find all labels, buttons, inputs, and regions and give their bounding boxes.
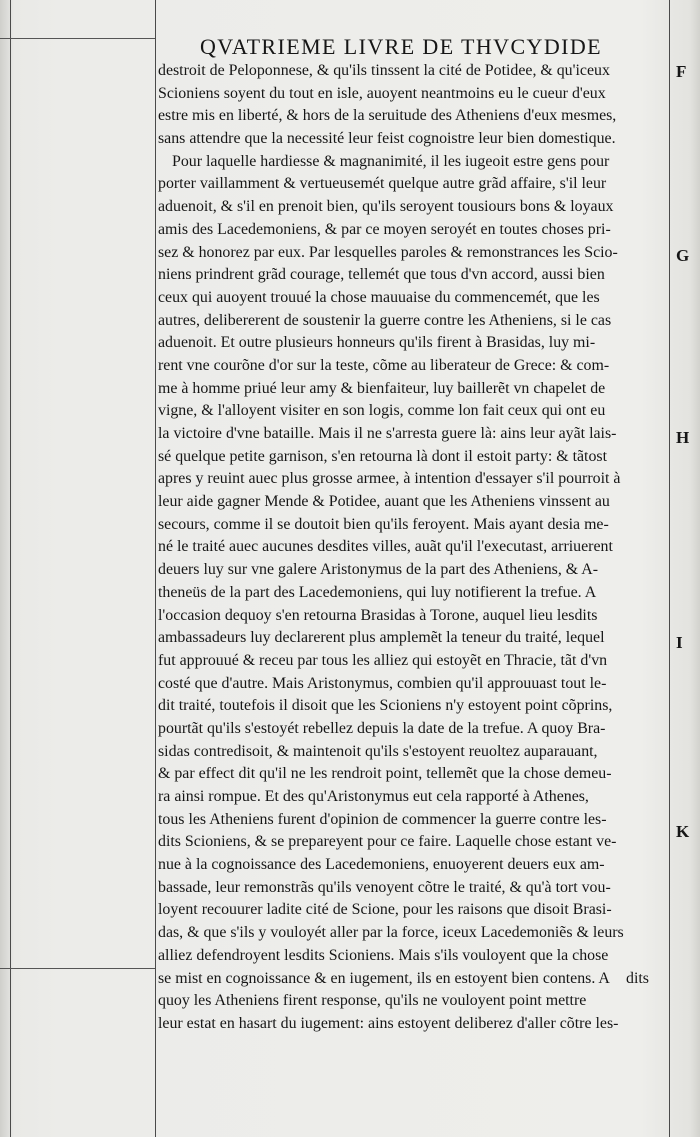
text-line: sidas contredisoit, & maintenoit qu'ils s'estoyent reuoltez auparauant, (158, 742, 598, 760)
text-line: fut approuué & receu par tous les alliez qui estoyẽt en Thracie, tãt d'vn (158, 651, 608, 669)
catchword: dits (626, 970, 649, 987)
text-line: nue à la cognoissance des Lacedemoniens, enuoyerent deuers eux am- (158, 856, 605, 874)
text-line: destroit de Peloponnese, & qu'ils tinssent la cité de Potidee, & qu'iceux (158, 62, 610, 79)
marginal-letter-k: K (676, 822, 690, 841)
text-line: sans attendre que la necessité leur feist cognoistre leur bien domestique. (158, 130, 616, 148)
text-line: niens prindrent grãd courage, tellemét que tous d'vn accord, aussi bien (158, 266, 605, 284)
text-line: autres, delibererent de soustenir la guerre contre les Atheniens, si le cas (158, 311, 612, 329)
right-margin-rule (669, 0, 670, 1137)
text-line: Pour laquelle hardiesse & magnanimité, il les iugeoit estre gens pour (172, 152, 610, 170)
text-line: leur estat en hasart du iugement: ains estoyent deliberez d'aller cõtre les- (158, 1014, 619, 1032)
left-margin-rule (155, 0, 156, 1137)
text-line: se mist en cognoissance & en iugement, ils en estoyent bien contens. A (158, 969, 610, 987)
body-text (158, 60, 668, 1036)
text-line: tous les Atheniens furent d'opinion de commencer la guerre contre les- (158, 810, 607, 828)
text-line: & par effect dit qu'il ne les rendroit point, tellemẽt que la chose demeu- (158, 765, 612, 783)
text-line: quoy les Atheniens firent response, qu'ils ne vouloyent point mettre (158, 992, 587, 1010)
marginal-letter-i: I (676, 633, 683, 652)
running-head: QVATRIEME LIVRE DE THVCYDIDE (200, 34, 602, 59)
gutter-rule (10, 0, 11, 1137)
text-line: sé quelque petite garnison, s'en retourna là dont il estoit party: & tãtost (158, 447, 608, 465)
text-line: bassade, leur remonstrãs qu'ils venoyent cõtre le traité, & qu'à tort vou- (158, 878, 611, 896)
text-line: ra ainsi rompue. Et des qu'Aristonymus eut cela rapporté à Athenes, (158, 788, 589, 805)
text-line: Scioniens soyent du tout en isle, auoyent neantmoins eu le cueur d'eux (158, 84, 606, 102)
text-line: leur aide gagner Mende & Potidee, auant que les Atheniens vinssent au (158, 493, 610, 511)
text-line: porter vaillamment & vertueusemét quelque autre grãd affaire, s'il leur (158, 175, 607, 193)
text-line: sez & honorez par eux. Par lesquelles paroles & remonstrances les Scio- (158, 243, 618, 261)
text-line: né le traité auec aucunes desdites villes, auãt qu'il l'executast, arriuerent (158, 538, 613, 556)
text-line: theneüs de la part des Lacedemoniens, qui luy notifierent la trefue. A (158, 583, 597, 601)
text-line: estre mis en liberté, & hors de la seruitude des Atheniens d'eux mesmes, (158, 107, 617, 125)
marginal-letter-h: H (676, 428, 690, 447)
text-line: aduenoit, & s'il en prenoit bien, qu'ils seroyent tousiours bons & loyaux (158, 198, 614, 216)
text-line: ambassadeurs luy declarerent plus amplemẽt la teneur du traité, lequel (158, 629, 605, 647)
text-line: secours, comme il se doutoit bien qu'ils feroyent. Mais ayant desia me- (158, 515, 609, 533)
text-line: aduenoit. Et outre plusieurs honneurs qu'ils firent à Brasidas, luy mi- (158, 334, 596, 352)
text-line: amis des Lacedemoniens, & par ce moyen seroyét en toutes choses pri- (158, 220, 611, 238)
text-line: apres y reuint auec plus grosse armee, à intention d'essayer s'il pourroit à (158, 470, 621, 488)
text-line: costé que d'autre. Mais Aristonymus, combien qu'il approuuast tout le- (158, 674, 607, 692)
marginal-letter-g: G (676, 246, 690, 265)
text-line: l'occasion dequoy s'en retourna Brasidas à Torone, auquel lieu lesdits (158, 606, 598, 624)
text-line: dit traité, toutefois il disoit que les Scioniens n'y estoyent point cõprins, (158, 697, 613, 715)
margin-ruling-bottom (0, 968, 155, 969)
text-line: loyent recouurer ladite cité de Scione, pour les raisons que disoit Brasi- (158, 901, 612, 919)
text-line: ceux qui auoyent trouué la chose mauuaise du commencemét, que les (158, 288, 600, 306)
text-line: la victoire d'vne bataille. Mais il ne s'arresta guere là: ains leur ayãt lais- (158, 425, 617, 442)
text-line: dits Scioniens, & se prepareyent pour ce faire. Laquelle chose estant ve- (158, 833, 617, 851)
text-line: deuers luy sur vne galere Aristonymus de la part des Atheniens, & A- (158, 561, 598, 579)
text-line: das, & que s'ils y vouloyét aller par la force, iceux Lacedemoniẽs & leurs (158, 924, 624, 942)
text-line: vigne, & l'alloyent visiter en son logis, comme lon fait ceux qui ont eu (158, 402, 606, 420)
text-line: pourtãt qu'ils s'estoyét rebellez depuis la date de la trefue. A quoy Bra- (158, 719, 606, 737)
margin-ruling-top (0, 38, 155, 39)
text-line: me à homme priué leur amy & bienfaiteur, luy baillerẽt vn chapelet de (158, 379, 606, 397)
text-line: alliez defendroyent lesdits Scioniens. Mais s'ils vouloyent que la chose (158, 946, 609, 964)
marginal-letter-f: F (676, 62, 687, 81)
text-line: rent vne courõne d'or sur la teste, cõme au liberateur de Grece: & com- (158, 356, 610, 374)
